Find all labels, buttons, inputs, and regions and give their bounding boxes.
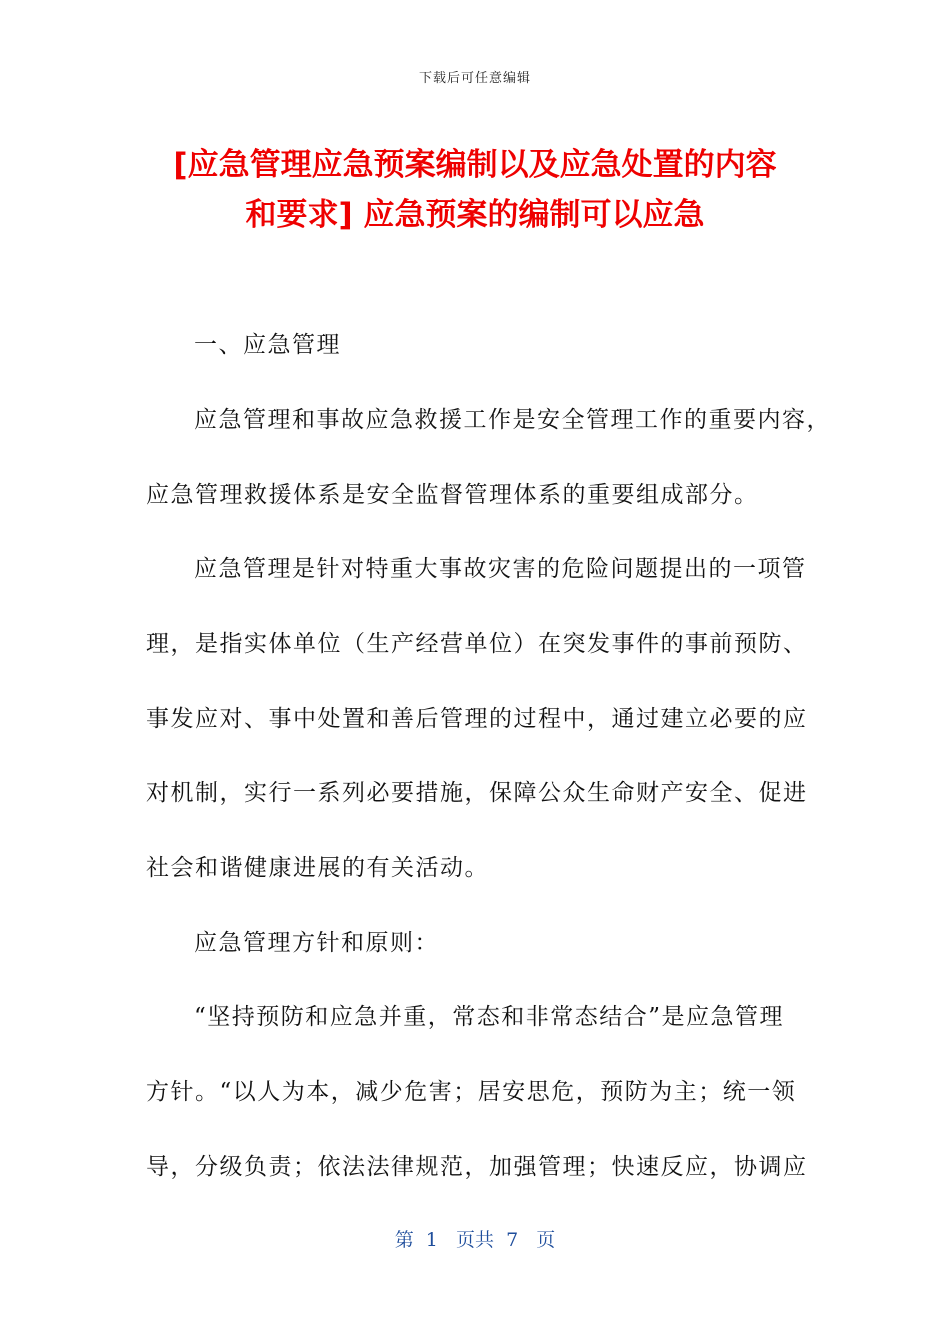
paragraph-line: 应急管理方针和原则： <box>194 930 439 956</box>
paragraph-line: 对机制，实行一系列必要措施，保障公众生命财产安全、促进 <box>146 780 808 806</box>
title-line-1: [应急管理应急预案编制以及应急处置的内容 <box>173 147 777 183</box>
paragraph-line: 事发应对、事中处置和善后管理的过程中，通过建立必要的应 <box>146 706 808 732</box>
paragraph-line: 导，分级负责；依法法律规范，加强管理；快速反应，协调应 <box>146 1154 808 1180</box>
paragraph-line: “坚持预防和应急并重，常态和非常态结合”是应急管理 <box>194 1004 785 1030</box>
paragraph-line: 方针。“以人为本，减少危害；居安思危，预防为主；统一领 <box>146 1079 797 1105</box>
paragraph-line: 社会和谐健康进展的有关活动。 <box>146 855 489 881</box>
paragraph-line: 应急管理是针对特重大事故灾害的危险问题提出的一项管 <box>194 556 807 582</box>
paragraph-line: 应急管理救援体系是安全监督管理体系的重要组成部分。 <box>146 482 759 508</box>
paragraph-line: 应急管理和事故应急救援工作是安全管理工作的重要内容， <box>194 407 831 433</box>
section-heading: 一、应急管理 <box>194 332 341 358</box>
page-number-footer: 第 1 页共 7 页 <box>394 1229 556 1251</box>
paragraph-line: 理，是指实体单位（生产经营单位）在突发事件的事前预防、 <box>146 631 808 657</box>
header-note: 下载后可任意编辑 <box>418 71 531 86</box>
title-line-2: 和要求] 应急预案的编制可以应急 <box>245 197 705 233</box>
